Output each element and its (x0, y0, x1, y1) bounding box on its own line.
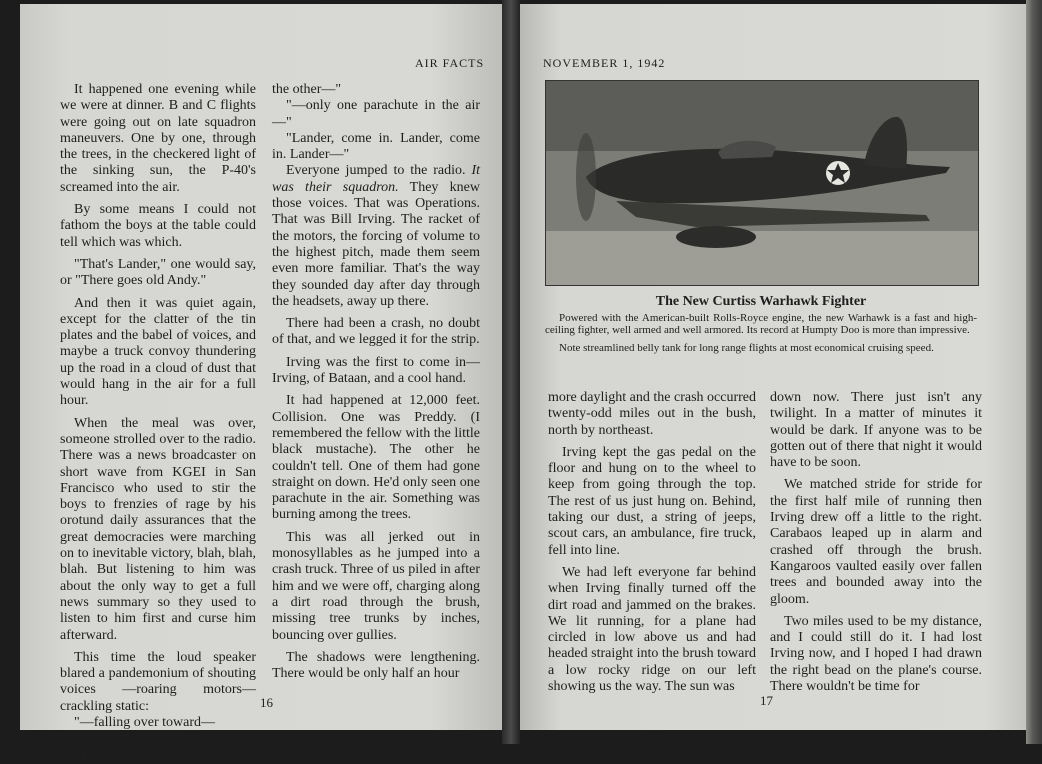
paragraph: the other—" (272, 82, 342, 97)
book-spine (502, 0, 520, 744)
paragraph: Two miles used to be my distance, and I could still do it. I had lost Irving now, and I hoped I had drawn the right bead on the plane's course. There wouldn't be time for (770, 613, 982, 695)
caption-text (545, 312, 977, 354)
right-page (520, 4, 1026, 730)
paragraph: There had been a crash, no doubt of that, and we legged it for the strip. (272, 316, 480, 348)
running-header-left: AIR FACTS (415, 56, 485, 70)
paragraph (272, 163, 480, 310)
paragraph: The shadows were lengthening. There would be only half an hour (272, 649, 480, 682)
paragraph (60, 731, 256, 747)
paragraph: down now. There just isn't any twilight. In a matter of minutes it would be dark. If anyone was to be gotten out of there that night it would have to be soon. (770, 390, 982, 471)
text-run: They knew those voices. That was Operations. That was Bill Irving. The racket of the motors, the forcing of volume to the highest pitch, made them seem even more familiar. That's the way they sounded day after day through the headsets, away up there. (272, 179, 481, 309)
text-run: "Hello—hello— (74, 731, 167, 747)
paragraph: It had happened at 12,000 feet. Collision. One was Preddy. (I remembered the fellow with the little black mustache). The other he couldn't tell. One of them had gone straight on down. He'd only seen one parachute in the air. Something was burning among the trees. (272, 393, 480, 523)
paragraph: Irving was the first to come in—Irving, of Bataan, and a cool hand. (272, 354, 480, 387)
paragraph: We had left everyone far behind when Irving finally turned off the dirt road and jammed on the brakes. We lit running, for a plane had circled in low above us and had headed straight into the brush toward a low rocky ridge on our left showing us the way. The sun was (548, 564, 757, 695)
text-run: "Yes, (74, 747, 108, 763)
paragraph: "—falling over toward— (74, 714, 216, 730)
text-run: one, (225, 747, 253, 763)
italic-run: that (203, 747, 226, 763)
page-edges (1026, 0, 1042, 744)
running-header-right: NOVEMBER 1, 1942 (543, 56, 666, 70)
caption-paragraph: Note streamlined belly tank for long range flights at most economical cruising speed. (559, 341, 934, 354)
warhawk-photo (545, 80, 979, 286)
airplane-icon (546, 81, 978, 285)
right-column-2 (770, 390, 982, 695)
paragraph: more daylight and the crash occurred twenty-odd miles out in the bush, north by northeast. (548, 390, 756, 438)
paragraph: This time the loud speaker blared a pandemonium of shouting voices —roaring motors—crackling static: (60, 649, 256, 714)
page-number-right: 17 (760, 693, 773, 708)
paragraph: By some means I could not fathom the boys at the table could tell which was which. (60, 202, 256, 250)
italic-run: It was their squadron. (272, 163, 480, 195)
caption-paragraph: Powered with the American-built Rolls-Royce engine, the new Warhawk is a fast and high-ceiling fighter, well armed and well armored. Its record at Humpty Doo is more than impressive. (545, 312, 977, 337)
left-column-1 (60, 82, 256, 764)
left-page (20, 4, 502, 763)
paragraph: "—only one parachute in the air—" (272, 98, 480, 130)
paragraph: "Lander, come in. Lander, come in. Lander—" (272, 130, 480, 163)
paragraph: We matched stride for stride for the first half mile of running then Irving drew off a little to the right. Carabaos leaped up in alarm and crashed off through the brush. Kangaroos vaulted easily over fallen trees and bounded away into the gloom. (770, 477, 982, 607)
paragraph: And then it was quiet again, except for the clatter of the tin plates and the babel of voices, and maybe a truck convoy thundering up the road in a cloud of dust that would hang in the air for a full hour. (60, 295, 256, 409)
text-run: . No, not (151, 747, 204, 763)
left-column-2 (272, 82, 480, 682)
italic-run: hello! (166, 731, 200, 747)
caption-title: The New Curtiss Warhawk Fighter (655, 294, 867, 309)
paragraph (60, 748, 256, 764)
paragraph: It happened one evening while we were at dinner. B and C flights were going out on late squadron maneuvers. One by one, through the trees, in the checkered light of the sinking sun, the P-40's screamed into the air. (60, 82, 256, 195)
paragraph: When the meal was over, someone strolled over to the radio. There was a news broadcaster on short wave from KGEI in San Francisco who used to stir the boys to frenzies of rage by his orotund daily assurances that the great democracies were marching on to inevitable victory, blah, blah, blah. But listening to him was about the only way to get a full news summary so they used to listen to him first and curse him afterward. (60, 415, 256, 643)
right-column-1 (548, 390, 756, 695)
paragraph: Irving kept the gas pedal on the floor and hung on to the wheel to keep from going through the top. The rest of us just hung on. Behind, taking our dust, a string of jeeps, scout cars, an ambulance, fire truck, fell into line. (548, 444, 756, 558)
italic-run: burning (107, 747, 152, 763)
text-run: Everyone jumped to the radio. (286, 163, 472, 179)
paragraph: This was all jerked out in monosyllables as he jumped into a crash truck. Three of us piled in after him and we were off, charging along a dirt road through the brush, missing tree trunks by inches, bouncing over gullies. (272, 529, 480, 643)
page-number-left: 16 (260, 695, 273, 710)
paragraph: "That's Lander," one would say, or "There goes old Andy." (60, 256, 256, 289)
